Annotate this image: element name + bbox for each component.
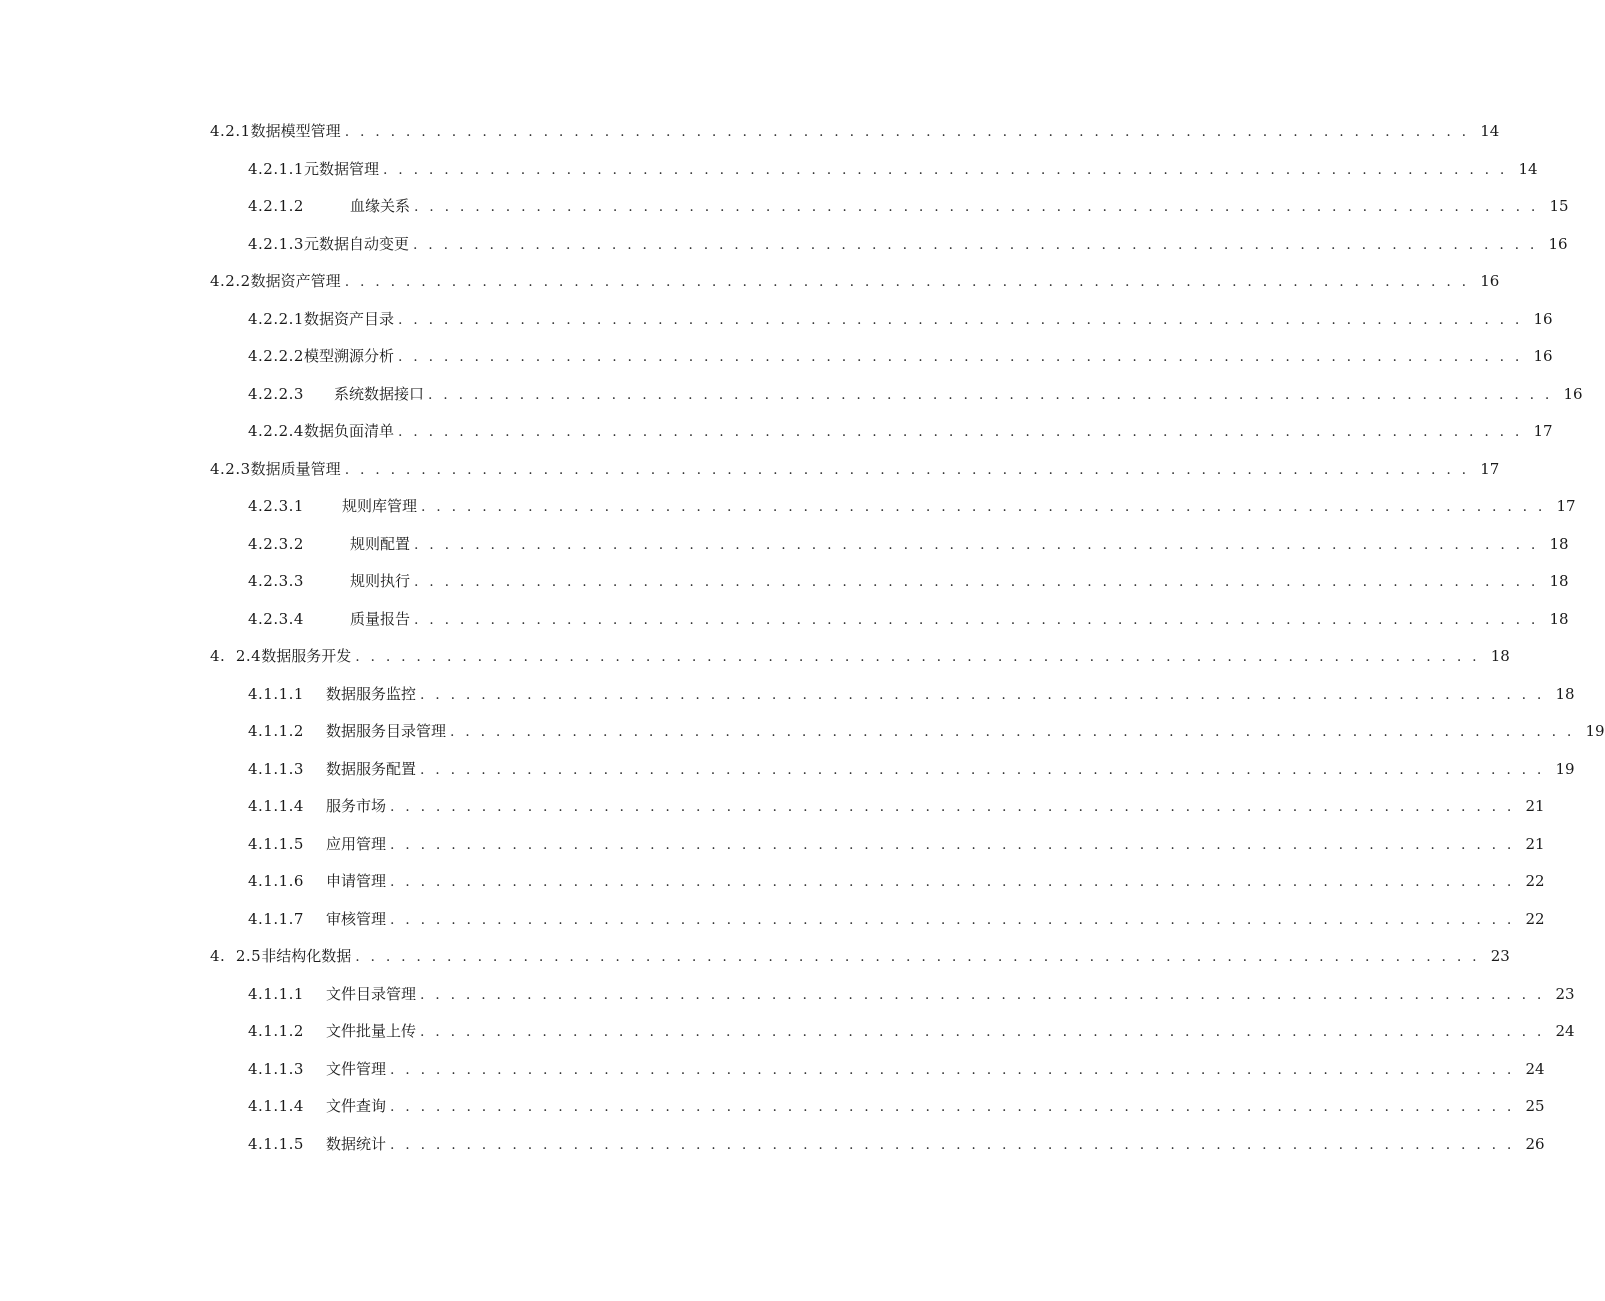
toc-leader-dots: . . . . . . . . . . . . . . . . . . . . . . . . . . . . . . . . . . . . . . . . . . . . . . . . . . . . . . . . . . . . . . . . . . . . . . . . . . <box>398 349 1523 365</box>
toc-page-number: 16 <box>1548 234 1568 253</box>
toc-entry-title: 元数据自动变更 <box>303 234 409 253</box>
toc-leader-dots: . . . . . . . . . . . . . . . . . . . . . . . . . . . . . . . . . . . . . . . . . . . . . . . . . . . . . . . . . . . . . . . . . . . . . . . . . . <box>383 161 1508 178</box>
toc-entry-title: 血缘关系 <box>349 197 410 215</box>
toc-leader-dots: . . . . . . . . . . . . . . . . . . . . . . . . . . . . . . . . . . . . . . . . . . . . . . . . . . . . . . . . . . . . . . . . . . . . . . . . . . <box>344 274 1470 290</box>
toc-page-number: 14 <box>1518 159 1538 178</box>
toc-entry[interactable] <box>0 713 1605 751</box>
toc-page-number: 18 <box>1549 609 1569 628</box>
toc-page-number: 17 <box>1480 459 1500 478</box>
toc-entry[interactable] <box>0 451 1500 489</box>
toc-entry[interactable] <box>0 488 1576 526</box>
toc-entry-number: 4.2.3.1 <box>248 497 304 515</box>
toc-page-number: 22 <box>1525 909 1545 928</box>
toc-entry-number: 4.1.1.3 <box>248 1059 304 1078</box>
toc-entry[interactable] <box>0 1126 1545 1164</box>
toc-page-number: 18 <box>1549 572 1569 590</box>
toc-entry-title: 数据服务配置 <box>325 759 416 778</box>
toc-leader-dots: . . . . . . . . . . . . . . . . . . . . . . . . . . . . . . . . . . . . . . . . . . . . . . . . . . . . . . . . . . . . . . . . . . . . . . . . . . <box>414 199 1539 215</box>
toc-entry-title: 文件目录管理 <box>325 984 416 1003</box>
toc-entry[interactable] <box>0 376 1583 414</box>
toc-entry-number: 4.1.1.1 <box>248 684 304 703</box>
toc-leader-dots: . . . . . . . . . . . . . . . . . . . . . . . . . . . . . . . . . . . . . . . . . . . . . . . . . . . . . . . . . . . . . . . . . . . . . . . . . . <box>390 874 1515 890</box>
toc-page-number: 15 <box>1549 197 1569 215</box>
toc-entry-number: 4.2.3.3 <box>248 572 304 590</box>
toc-entry-title: 质量报告 <box>349 609 410 628</box>
toc-entry-title: 数据统计 <box>325 1134 386 1153</box>
toc-entry-title: 服务市场 <box>325 797 386 815</box>
toc-entry-title: 规则执行 <box>349 572 410 590</box>
toc-leader-dots: . . . . . . . . . . . . . . . . . . . . . . . . . . . . . . . . . . . . . . . . . . . . . . . . . . . . . . . . . . . . . . . . . . . . . . . . . . <box>390 1136 1515 1153</box>
toc-page-number: 18 <box>1555 684 1575 703</box>
toc-entry-title: 数据负面清单 <box>303 422 394 440</box>
toc-page-number: 17 <box>1533 422 1553 440</box>
toc-entry-number: 4.1.1.6 <box>248 872 304 890</box>
toc-entry-number: 4.1.1.5 <box>248 1134 304 1153</box>
toc-entry-title: 非结构化数据 <box>261 947 352 965</box>
toc-entry[interactable] <box>0 751 1575 789</box>
toc-entry-number: 4.1.1.2 <box>248 1022 304 1040</box>
toc-entry[interactable] <box>0 1088 1545 1126</box>
toc-entry-title: 文件管理 <box>325 1059 386 1078</box>
toc-page-number: 24 <box>1555 1022 1575 1040</box>
toc-entry-number: 4.2.3.4 <box>248 609 304 628</box>
toc-entry-title: 数据资产管理 <box>250 272 341 290</box>
toc-entry-title: 申请管理 <box>325 872 386 890</box>
toc-entry-number: 4.2.2 <box>210 272 251 290</box>
toc-entry-number: 4.2.2.3 <box>248 384 304 403</box>
toc-entry[interactable] <box>0 938 1510 976</box>
toc-entry-title: 数据服务目录管理 <box>325 722 446 740</box>
toc-page-number: 16 <box>1480 272 1500 290</box>
toc-entry-title: 模型溯源分析 <box>303 347 394 365</box>
toc-entry-number: 4.1.1.5 <box>248 834 304 853</box>
toc-entry[interactable] <box>0 413 1553 451</box>
toc-entry-number: 4.2.1.2 <box>248 197 304 215</box>
toc-leader-dots: . . . . . . . . . . . . . . . . . . . . . . . . . . . . . . . . . . . . . . . . . . . . . . . . . . . . . . . . . . . . . . . . . . . . . . . . . . <box>355 949 1480 965</box>
toc-entry-title: 应用管理 <box>325 834 386 853</box>
toc-entry[interactable] <box>0 901 1545 939</box>
toc-entry[interactable] <box>0 601 1569 639</box>
toc-entry[interactable] <box>0 113 1500 151</box>
toc-entry-title: 文件批量上传 <box>325 1022 416 1040</box>
toc-entry-title: 数据模型管理 <box>250 122 341 140</box>
toc-entry-title: 数据服务开发 <box>261 647 352 665</box>
toc-entry[interactable] <box>0 301 1553 339</box>
toc-entry[interactable] <box>0 338 1553 376</box>
toc-leader-dots: . . . . . . . . . . . . . . . . . . . . . . . . . . . . . . . . . . . . . . . . . . . . . . . . . . . . . . . . . . . . . . . . . . . . . . . . . . <box>420 761 1545 778</box>
toc-entry[interactable] <box>0 226 1568 264</box>
toc-page-number: 19 <box>1555 759 1575 778</box>
toc-page-number: 16 <box>1563 384 1583 403</box>
toc-entry-number: 4.2.1.1 <box>248 159 304 178</box>
toc-entry-title: 系统数据接口 <box>333 384 424 403</box>
toc-entry-title: 数据资产目录 <box>303 309 394 328</box>
toc-page-number: 16 <box>1533 347 1553 365</box>
toc-page-number: 26 <box>1525 1134 1545 1153</box>
toc-entry-title: 数据服务监控 <box>325 684 416 703</box>
toc-page-number: 18 <box>1549 534 1569 553</box>
toc-leader-dots: . . . . . . . . . . . . . . . . . . . . . . . . . . . . . . . . . . . . . . . . . . . . . . . . . . . . . . . . . . . . . . . . . . . . . . . . . . <box>390 911 1515 928</box>
toc-leader-dots: . . . . . . . . . . . . . . . . . . . . . . . . . . . . . . . . . . . . . . . . . . . . . . . . . . . . . . . . . . . . . . . . . . . . . . . . . . <box>420 686 1545 703</box>
toc-entry-number: 4.2.2.4 <box>248 422 304 440</box>
toc-entry[interactable] <box>0 263 1500 301</box>
toc-entry-number: 4. 2.4 <box>210 647 262 665</box>
toc-entry-title: 文件查询 <box>325 1097 386 1115</box>
toc-entry[interactable] <box>0 1051 1545 1089</box>
toc-leader-dots: . . . . . . . . . . . . . . . . . . . . . . . . . . . . . . . . . . . . . . . . . . . . . . . . . . . . . . . . . . . . . . . . . . . . . . . . . . <box>390 836 1515 853</box>
toc-entry-number: 4. 2.5 <box>210 947 262 965</box>
toc-entry[interactable] <box>0 976 1575 1014</box>
toc-leader-dots: . . . . . . . . . . . . . . . . . . . . . . . . . . . . . . . . . . . . . . . . . . . . . . . . . . . . . . . . . . . . . . . . . . . . . . . . . . <box>398 424 1523 440</box>
toc-entry[interactable] <box>0 1013 1575 1051</box>
toc-leader-dots: . . . . . . . . . . . . . . . . . . . . . . . . . . . . . . . . . . . . . . . . . . . . . . . . . . . . . . . . . . . . . . . . . . . . . . . . . . <box>414 536 1539 553</box>
toc-entry-number: 4.2.2.1 <box>248 309 304 328</box>
toc-entry[interactable] <box>0 151 1538 189</box>
toc-leader-dots: . . . . . . . . . . . . . . . . . . . . . . . . . . . . . . . . . . . . . . . . . . . . . . . . . . . . . . . . . . . . . . . . . . . . . . . . . . <box>344 124 1470 140</box>
toc-leader-dots: . . . . . . . . . . . . . . . . . . . . . . . . . . . . . . . . . . . . . . . . . . . . . . . . . . . . . . . . . . . . . . . . . . . . . . . . . . <box>398 311 1523 328</box>
toc-entry-number: 4.2.1 <box>210 122 251 140</box>
toc-leader-dots: . . . . . . . . . . . . . . . . . . . . . . . . . . . . . . . . . . . . . . . . . . . . . . . . . . . . . . . . . . . . . . . . . . . . . . . . . . <box>413 236 1538 253</box>
toc-entry-title: 元数据管理 <box>303 159 379 178</box>
toc-entry[interactable] <box>0 788 1545 826</box>
toc-leader-dots: . . . . . . . . . . . . . . . . . . . . . . . . . . . . . . . . . . . . . . . . . . . . . . . . . . . . . . . . . . . . . . . . . . . . . . . . . . <box>420 1024 1545 1040</box>
toc-entry[interactable] <box>0 188 1569 226</box>
toc-page-number: 19 <box>1585 722 1605 740</box>
toc-entry-number: 4.1.1.3 <box>248 759 304 778</box>
toc-entry-number: 4.1.1.2 <box>248 722 304 740</box>
toc-entry[interactable] <box>0 638 1510 676</box>
toc-leader-dots: . . . . . . . . . . . . . . . . . . . . . . . . . . . . . . . . . . . . . . . . . . . . . . . . . . . . . . . . . . . . . . . . . . . . . . . . . . <box>414 611 1539 628</box>
toc-entry-number: 4.2.2.2 <box>248 347 304 365</box>
toc-leader-dots: . . . . . . . . . . . . . . . . . . . . . . . . . . . . . . . . . . . . . . . . . . . . . . . . . . . . . . . . . . . . . . . . . . . . . . . . . . <box>420 986 1545 1003</box>
toc-page-number: 21 <box>1525 797 1545 815</box>
toc-entry-number: 4.2.1.3 <box>248 234 304 253</box>
table-of-contents <box>0 113 1605 1163</box>
toc-leader-dots: . . . . . . . . . . . . . . . . . . . . . . . . . . . . . . . . . . . . . . . . . . . . . . . . . . . . . . . . . . . . . . . . . . . . . . . . . . <box>344 461 1470 478</box>
toc-page-number: 21 <box>1525 834 1545 853</box>
toc-entry-number: 4.1.1.4 <box>248 1097 304 1115</box>
toc-page-number: 23 <box>1555 984 1575 1003</box>
toc-entry[interactable] <box>0 526 1569 564</box>
toc-leader-dots: . . . . . . . . . . . . . . . . . . . . . . . . . . . . . . . . . . . . . . . . . . . . . . . . . . . . . . . . . . . . . . . . . . . . . . . . . . <box>355 649 1480 665</box>
toc-entry-title: 审核管理 <box>325 909 386 928</box>
toc-entry[interactable] <box>0 563 1569 601</box>
toc-entry[interactable] <box>0 676 1575 714</box>
toc-page-number: 16 <box>1533 309 1553 328</box>
toc-entry-number: 4.2.3 <box>210 459 251 478</box>
toc-leader-dots: . . . . . . . . . . . . . . . . . . . . . . . . . . . . . . . . . . . . . . . . . . . . . . . . . . . . . . . . . . . . . . . . . . . . . . . . . . <box>414 574 1539 590</box>
toc-entry-title: 规则库管理 <box>341 497 417 515</box>
toc-page-number: 24 <box>1525 1059 1545 1078</box>
toc-leader-dots: . . . . . . . . . . . . . . . . . . . . . . . . . . . . . . . . . . . . . . . . . . . . . . . . . . . . . . . . . . . . . . . . . . . . . . . . . . <box>390 799 1515 815</box>
toc-page-number: 14 <box>1480 122 1500 140</box>
toc-entry-number: 4.1.1.7 <box>248 909 304 928</box>
toc-entry[interactable] <box>0 826 1545 864</box>
toc-page-number: 17 <box>1556 497 1576 515</box>
toc-leader-dots: . . . . . . . . . . . . . . . . . . . . . . . . . . . . . . . . . . . . . . . . . . . . . . . . . . . . . . . . . . . . . . . . . . . . . . . . . . <box>428 386 1553 403</box>
toc-leader-dots: . . . . . . . . . . . . . . . . . . . . . . . . . . . . . . . . . . . . . . . . . . . . . . . . . . . . . . . . . . . . . . . . . . . . . . . . . . <box>421 499 1546 515</box>
toc-entry-title: 数据质量管理 <box>250 459 341 478</box>
toc-entry-number: 4.1.1.4 <box>248 797 304 815</box>
toc-page-number: 25 <box>1525 1097 1545 1115</box>
toc-page-number: 22 <box>1525 872 1545 890</box>
toc-entry-title: 规则配置 <box>349 534 410 553</box>
toc-entry-number: 4.2.3.2 <box>248 534 304 553</box>
toc-leader-dots: . . . . . . . . . . . . . . . . . . . . . . . . . . . . . . . . . . . . . . . . . . . . . . . . . . . . . . . . . . . . . . . . . . . . . . . . . . <box>390 1099 1515 1115</box>
toc-leader-dots: . . . . . . . . . . . . . . . . . . . . . . . . . . . . . . . . . . . . . . . . . . . . . . . . . . . . . . . . . . . . . . . . . . . . . . . . . . <box>390 1061 1515 1078</box>
toc-entry[interactable] <box>0 863 1545 901</box>
toc-entry-number: 4.1.1.1 <box>248 984 304 1003</box>
toc-leader-dots: . . . . . . . . . . . . . . . . . . . . . . . . . . . . . . . . . . . . . . . . . . . . . . . . . . . . . . . . . . . . . . . . . . . . . . . . . . <box>450 724 1575 740</box>
toc-page-number: 23 <box>1490 947 1510 965</box>
toc-page-number: 18 <box>1490 647 1510 665</box>
